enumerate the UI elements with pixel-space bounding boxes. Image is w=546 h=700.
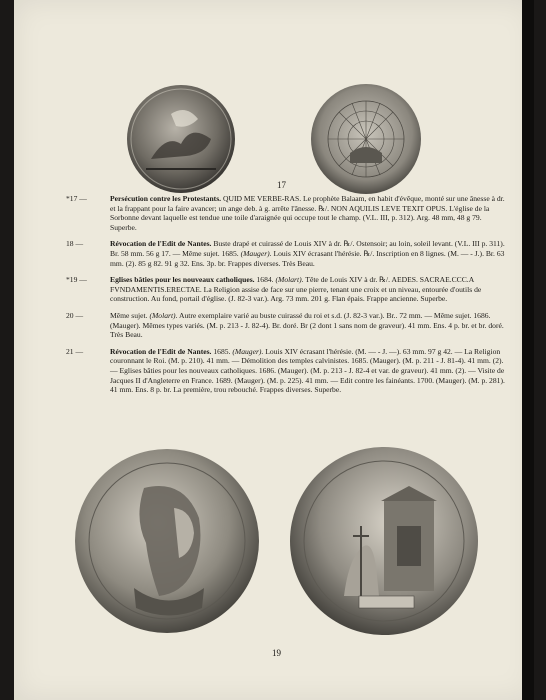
entry-number: 21 —	[66, 346, 84, 356]
catalog-page	[14, 0, 534, 700]
entry-text-cont: Louis XIV écrasant l'hérésie. (M. — - J. —). 63 mm. 97 g 42. — La Religion couronnant le Roi. (M. p. 210). 41 mm. — Démolition des temples calvinistes. 1685. (Mauger). (M. p. 211 - J. 81-4). 41 mm. (2). — Eglises bâties pour les nouveaux catholiques. 1686. (Mauger). (M. p. 213 - J. 82-4 et var. de graveur). 41 mm. (2). — Visite de Jacques II d'Angleterre en France. 1689. (Mauger). (M. p. 225). 41 mm. — Edit contre les fainéants. 1700. (Mauger). (M. p. 281). 41 mm. Ens. 8 p. br. La première, trou rebouché. Frappes diverses. Superbe.	[110, 346, 505, 395]
entry-17	[66, 194, 506, 232]
entry-engraver: (Mauger).	[232, 346, 264, 356]
entry-text: 1685.	[211, 346, 233, 356]
entry-number: *17 —	[66, 194, 87, 203]
entry-21	[66, 347, 506, 395]
entry-number: 18 —	[66, 239, 84, 249]
figure-caption-bottom: 19	[272, 648, 281, 658]
entry-title: Eglises bâties pour les nouveaux catholiques.	[110, 275, 255, 285]
book-spine-shadow	[522, 0, 534, 700]
coin-19-obverse	[74, 448, 260, 634]
entry-20	[66, 311, 506, 340]
entry-text-cont: Louis XIV écrasant l'hérésie. ℞/. Inscription en 8 lignes. (M. — - J.). Br. 63 mm. (2). 85 g 82. 91 g 32. Ens. 3p. br. Frappes diverses. Très Beau.	[110, 248, 505, 268]
entry-19	[66, 275, 506, 304]
entry-number: 20 —	[66, 310, 84, 320]
entry-text: Même sujet.	[110, 310, 150, 320]
coin-17-reverse	[310, 83, 422, 195]
entry-text: Buste drapé et cuirassé de Louis XIV à dr. ℞/. Ostensoir; au loin, soleil levant. (V.L. III p. 311). Br. 58 mm. 56 g 17. — Même sujet. 1685.	[110, 239, 505, 258]
entry-text-cont: Tête de Louis XIV à dr. ℞/. AEDES. SACRAE.CCC.A FVNDAMENTIS.ERECTAE. La Religion assise de face sur une pierre, tenant une croix et un niveau, entourée d'outils de construction. Au fond, portail d'église. (J. 82-3 var.). Arg. 73 mm. 201 g. Flan épais. Frappe ancienne. Superbe.	[110, 275, 482, 304]
entry-engraver: (Molart).	[149, 310, 178, 320]
entry-number: *19 —	[66, 275, 87, 285]
entry-engraver: (Mauger).	[240, 248, 272, 258]
entry-title: Persécution contre les Protestants.	[110, 194, 222, 203]
coin-19-reverse	[289, 446, 479, 636]
coin-17-obverse	[126, 84, 236, 194]
entry-text: QUID ME VERBE-RAS. Le prophète Balaam, en habit d'évêque, monté sur une ânesse à dr. et la frappant pour la faire avancer; un ange deb. à g. arrête l'ânesse. ℞/. NON AQUILIS LEVE TEXIT OPUS. L'église de la Sorbonne devant laquelle est tendue une toile d'araignée qui occupe tout le champ. (V.L. III, p. 312). Arg. 48 mm, 48 g 79. Superbe.	[110, 194, 505, 232]
entry-title: Révocation de l'Edit de Nantes.	[110, 346, 212, 356]
figure-caption-top: 17	[277, 180, 286, 190]
entry-text-cont: Autre exemplaire varié au buste cuirassé du roi et s.d. (J. 82-3 var.). Br.. 72 mm. — Même sujet. 1686. (Mauger). Mêmes types variés. (M. p. 213 - J. 82-4). Br. doré. Br (2 dont 1 sans nom de graveur). 41 mm. Ens. 4 p. br. et br. doré. Très Beau.	[110, 310, 504, 340]
entry-title: Révocation de l'Edit de Nantes.	[110, 239, 212, 249]
catalog-entries	[66, 194, 506, 402]
entry-engraver: (Molart).	[275, 275, 304, 285]
entry-18	[66, 239, 506, 268]
entry-text: 1684.	[254, 275, 276, 285]
